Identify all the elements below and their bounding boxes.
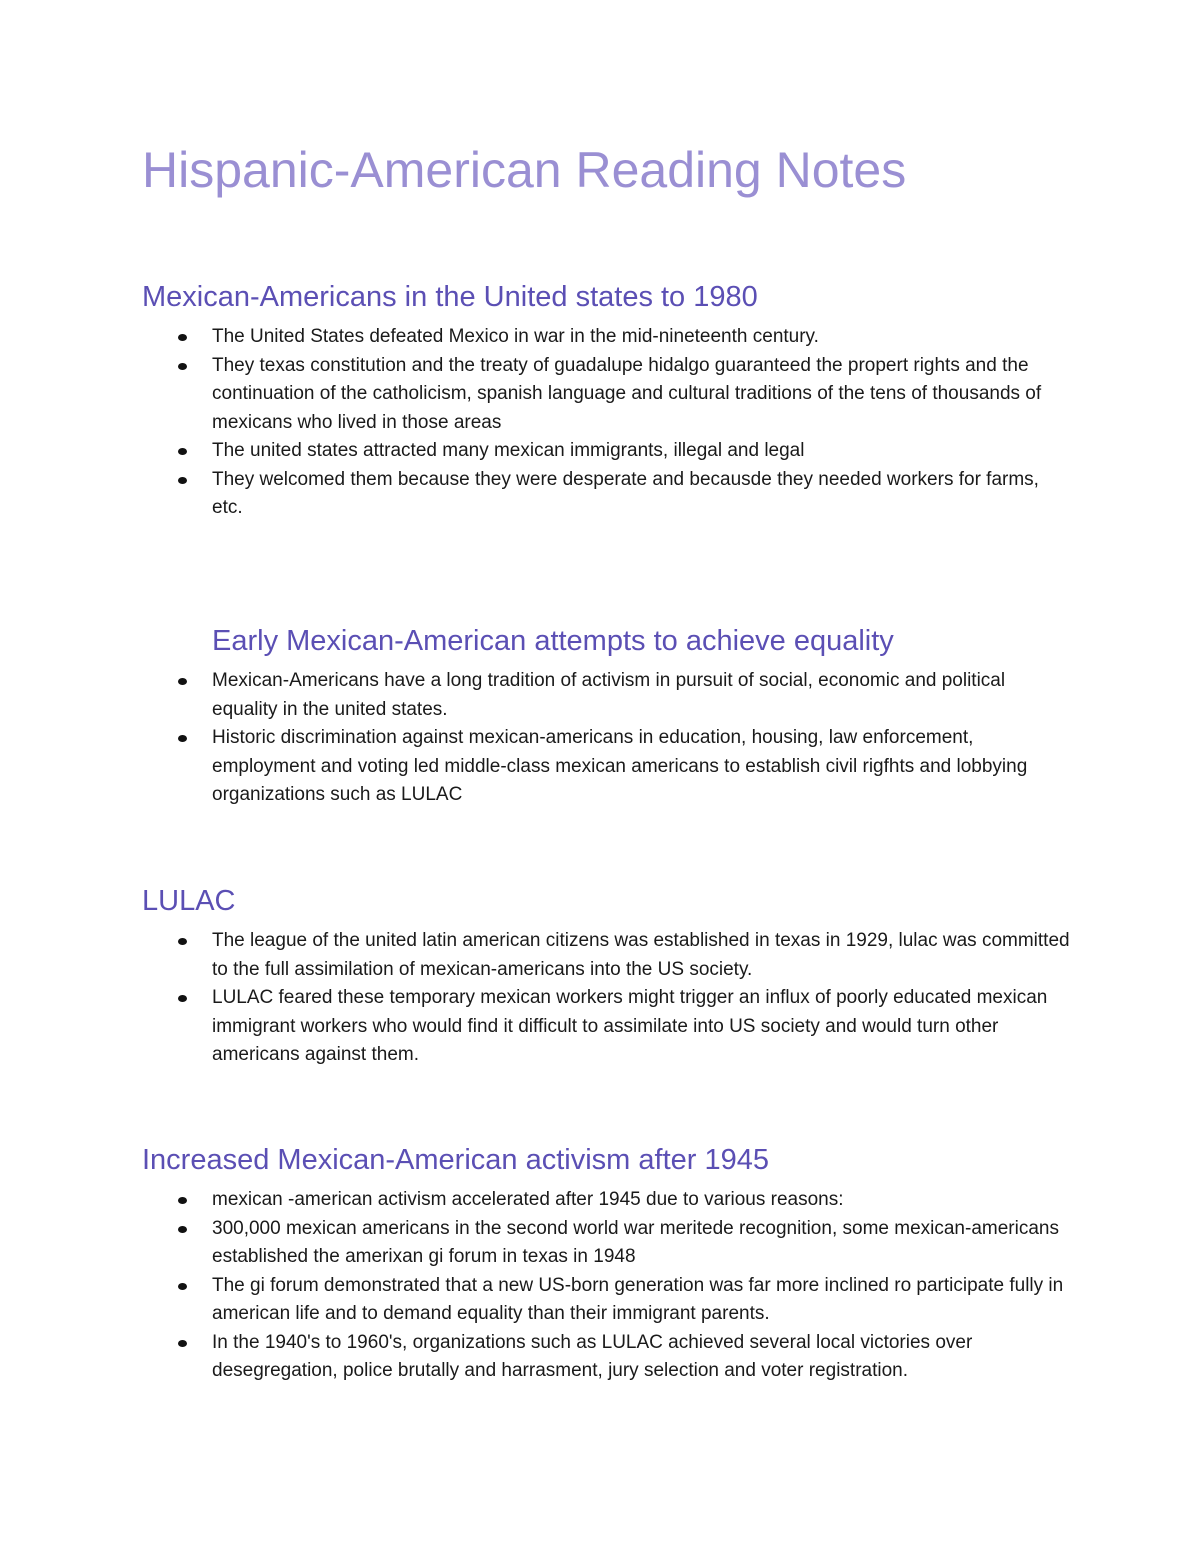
list-item-text: In the 1940's to 1960's, organizations such as LULAC achieved several local victories over desegregation, police brutally and harrasment, jury selection and voter registration. [212,1331,973,1382]
section-heading: LULAC [142,885,236,917]
bullet-icon [178,334,187,341]
page-title: Hispanic-American Reading Notes [142,142,907,198]
section-heading: Mexican-Americans in the United states to 1980 [142,281,758,313]
list-item [142,1215,1072,1272]
list-item-text: Historic discrimination against mexican-americans in education, housing, law enforcement, employment and voting led middle-class mexican americans to establish civil rigfhts and lobbying organizations such as LULAC [212,727,1028,806]
list-item [142,667,1072,724]
list-item [142,466,1072,523]
bullet-icon [178,363,187,370]
list-item-text: The united states attracted many mexican immigrants, illegal and legal [212,440,805,462]
list-item-text: The league of the united latin american citizens was established in texas in 1929, lulac was committed to the full assimilation of mexican-americans into the US society. [212,930,1070,980]
bullet-icon [178,448,187,455]
section-mexican-americans-to-1980 [142,279,1072,523]
section-lulac [142,883,1072,1070]
list-item-text: They welcomed them because they were desperate and becausde they needed workers for farms, etc. [212,468,1039,519]
list-item [142,984,1072,1070]
bullet-icon [178,1226,187,1233]
list-item [142,1186,1072,1215]
list-item-text: mexican -american activism accelerated after 1945 due to various reasons: [212,1189,844,1211]
section-heading: Increased Mexican-American activism after 1945 [142,1144,769,1176]
list-item-text: 300,000 mexican americans in the second world war meritede recognition, some mexican-americans established the amerixan gi forum in texas in 1948 [212,1217,1059,1268]
list-item-text: They texas constitution and the treaty of guadalupe hidalgo guaranteed the propert rights and the continuation of the catholicism, spanish language and cultural traditions of the tens of thousands of mexicans who lived in those areas [212,354,1042,433]
list-item [142,352,1072,438]
bullet-icon [178,995,187,1002]
list-item [142,323,1072,352]
section-activism-after-1945 [142,1142,1072,1386]
list-item [142,724,1072,810]
list-item [142,437,1072,466]
list-item [142,1329,1072,1386]
bullet-list [142,667,1072,810]
list-item-text: The gi forum demonstrated that a new US-born generation was far more inclined ro participate fully in american life and to demand equality than their immigrant parents. [212,1274,1064,1325]
section-early-attempts-equality [142,623,1072,810]
bullet-icon [178,938,187,945]
section-heading: Early Mexican-American attempts to achieve equality [212,625,894,657]
bullet-icon [178,1283,187,1290]
list-item [142,927,1072,984]
list-item [142,1272,1072,1329]
bullet-icon [178,1197,187,1204]
bullet-list [142,927,1072,1070]
list-item-text: Mexican-Americans have a long tradition of activism in pursuit of social, economic and political equality in the united states. [212,670,1006,720]
bullet-list [142,323,1072,523]
bullet-icon [178,477,187,484]
list-item-text: The United States defeated Mexico in war in the mid-nineteenth century. [212,326,819,348]
bullet-list [142,1186,1072,1386]
bullet-icon [178,1340,187,1347]
bullet-icon [178,678,187,685]
bullet-icon [178,735,187,742]
list-item-text: LULAC feared these temporary mexican workers might trigger an influx of poorly educated mexican immigrant workers who would find it difficult to assimilate into US society and would turn other americans against them. [212,987,1048,1066]
